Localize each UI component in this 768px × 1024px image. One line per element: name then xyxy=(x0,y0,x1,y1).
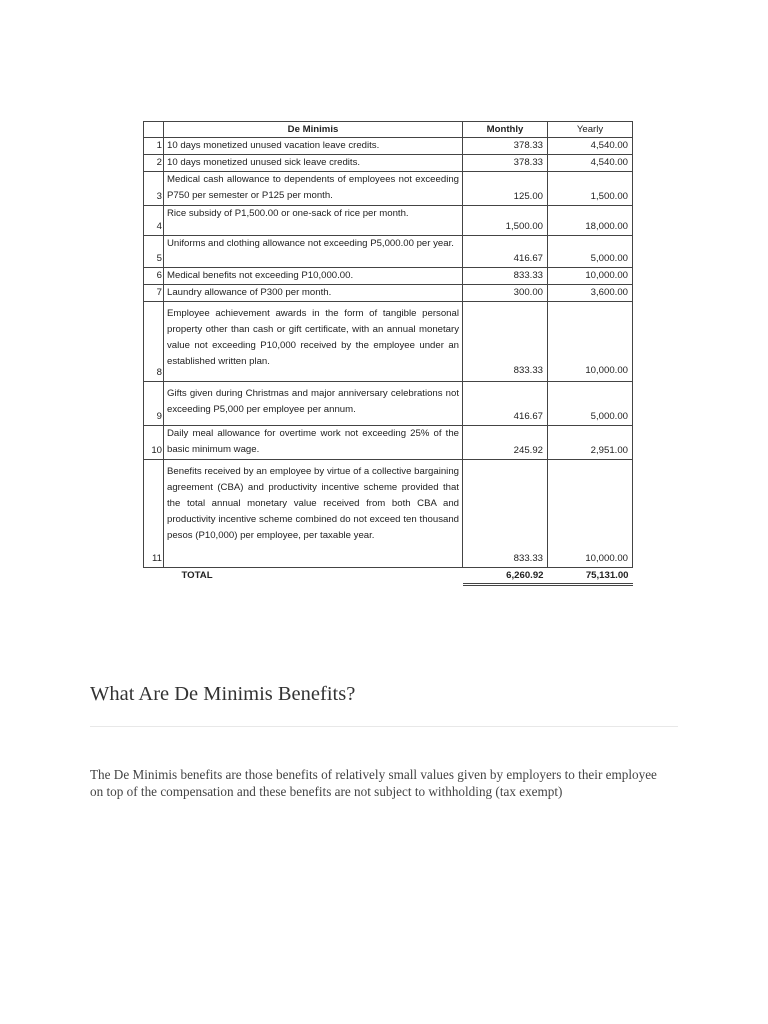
table-row xyxy=(144,138,633,155)
row-monthly: 378.33 xyxy=(463,138,548,155)
row-monthly: 1,500.00 xyxy=(463,206,548,236)
row-yearly: 5,000.00 xyxy=(548,236,633,268)
row-monthly: 300.00 xyxy=(463,285,548,302)
row-yearly: 2,951.00 xyxy=(548,426,633,460)
row-description: Laundry allowance of P300 per month. xyxy=(164,285,463,302)
row-number: 6 xyxy=(144,268,164,285)
header-monthly: Monthly xyxy=(463,122,548,138)
row-description: Employee achievement awards in the form of tangible personal property other than cash or gift certificate, with an annual monetary value not exceeding P10,000 received by the employee under an established written plan. xyxy=(164,302,463,382)
row-number: 7 xyxy=(144,285,164,302)
row-description: Daily meal allowance for overtime work not exceeding 25% of the basic minimum wage. xyxy=(164,426,463,460)
table-row xyxy=(144,285,633,302)
article-paragraph: The De Minimis benefits are those benefits of relatively small values given by employers to their employee on top of the compensation and these benefits are not subject to withholding (tax exempt) xyxy=(90,767,657,799)
table-row xyxy=(144,236,633,268)
row-yearly: 4,540.00 xyxy=(548,155,633,172)
header-yearly: Yearly xyxy=(548,122,633,138)
table-row xyxy=(144,206,633,236)
row-monthly: 416.67 xyxy=(463,382,548,426)
row-yearly: 1,500.00 xyxy=(548,172,633,206)
row-number: 4 xyxy=(144,206,164,236)
total-yearly: 75,131.00 xyxy=(548,568,633,585)
table-header-row xyxy=(144,122,633,138)
row-description: Gifts given during Christmas and major anniversary celebrations not exceeding P5,000 per employee per annum. xyxy=(164,382,463,426)
row-number: 9 xyxy=(144,382,164,426)
row-number: 5 xyxy=(144,236,164,268)
row-monthly: 833.33 xyxy=(463,268,548,285)
de-minimis-table xyxy=(143,121,633,586)
row-number: 11 xyxy=(144,460,164,568)
row-yearly: 4,540.00 xyxy=(548,138,633,155)
row-description: Uniforms and clothing allowance not exceeding P5,000.00 per year. xyxy=(164,236,463,268)
total-monthly: 6,260.92 xyxy=(463,568,548,585)
row-number: 10 xyxy=(144,426,164,460)
table-row xyxy=(144,302,633,382)
header-number xyxy=(144,122,164,138)
row-description: 10 days monetized unused sick leave credits. xyxy=(164,155,463,172)
row-yearly: 10,000.00 xyxy=(548,302,633,382)
row-yearly: 18,000.00 xyxy=(548,206,633,236)
row-number: 1 xyxy=(144,138,164,155)
row-number: 3 xyxy=(144,172,164,206)
de-minimis-table-image xyxy=(143,121,632,586)
row-yearly: 3,600.00 xyxy=(548,285,633,302)
row-number: 8 xyxy=(144,302,164,382)
table-row xyxy=(144,426,633,460)
table-row xyxy=(144,382,633,426)
row-monthly: 833.33 xyxy=(463,302,548,382)
table-row xyxy=(144,155,633,172)
row-number: 2 xyxy=(144,155,164,172)
table-row xyxy=(144,460,633,568)
heading-divider xyxy=(90,726,678,727)
total-label: TOTAL xyxy=(181,570,213,582)
row-monthly: 245.92 xyxy=(463,426,548,460)
row-monthly: 416.67 xyxy=(463,236,548,268)
row-yearly: 10,000.00 xyxy=(548,460,633,568)
table-row xyxy=(144,268,633,285)
table-row xyxy=(144,172,633,206)
row-description: Benefits received by an employee by virtue of a collective bargaining agreement (CBA) and productivity incentive scheme provided that the total annual monetary value received from both CBA and productivity incentive scheme combined do not exceed ten thousand pesos (P10,000) per employee, per taxable year. xyxy=(164,460,463,568)
article-heading: What Are De Minimis Benefits? xyxy=(90,683,356,705)
row-yearly: 10,000.00 xyxy=(548,268,633,285)
row-description: 10 days monetized unused vacation leave credits. xyxy=(164,138,463,155)
total-row xyxy=(144,568,633,585)
row-description: Medical benefits not exceeding P10,000.00. xyxy=(164,268,463,285)
row-description: Rice subsidy of P1,500.00 or one-sack of rice per month. xyxy=(164,206,463,236)
row-description: Medical cash allowance to dependents of employees not exceeding P750 per semester or P125 per month. xyxy=(164,172,463,206)
row-monthly: 833.33 xyxy=(463,460,548,568)
row-monthly: 125.00 xyxy=(463,172,548,206)
row-monthly: 378.33 xyxy=(463,155,548,172)
row-yearly: 5,000.00 xyxy=(548,382,633,426)
header-de-minimis: De Minimis xyxy=(164,122,463,138)
total-spacer xyxy=(144,568,164,585)
